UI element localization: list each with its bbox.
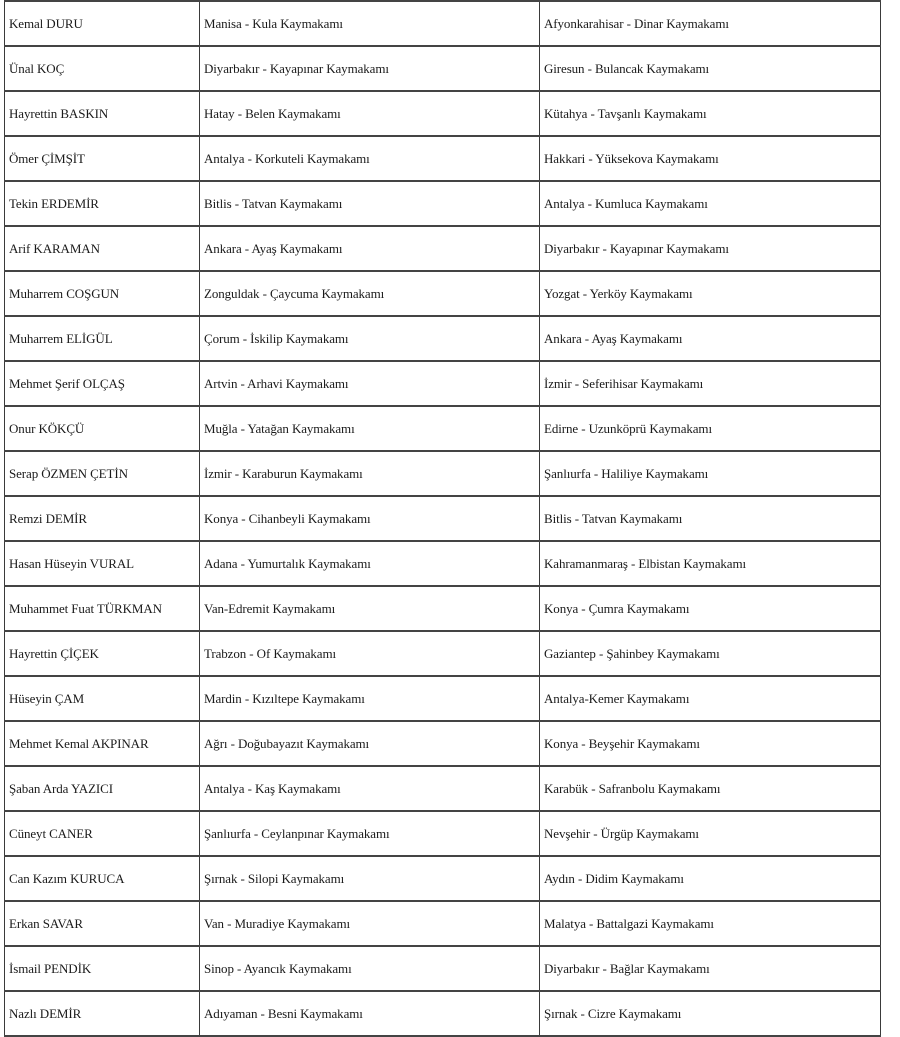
previous-post-cell: Antalya - Kaş Kaymakamı — [200, 766, 540, 811]
new-post-cell: Kahramanmaraş - Elbistan Kaymakamı — [540, 541, 881, 586]
new-post-cell: Şanlıurfa - Haliliye Kaymakamı — [540, 451, 881, 496]
table-row — [5, 631, 881, 676]
appointments-table — [4, 0, 881, 1037]
table-row — [5, 181, 881, 226]
table-row — [5, 901, 881, 946]
previous-post-cell: Sinop - Ayancık Kaymakamı — [200, 946, 540, 991]
name-cell: Erkan SAVAR — [5, 901, 200, 946]
previous-post-cell: Bitlis - Tatvan Kaymakamı — [200, 181, 540, 226]
table-row — [5, 136, 881, 181]
name-cell: Muharrem ELİGÜL — [5, 316, 200, 361]
name-cell: Muharrem COŞGUN — [5, 271, 200, 316]
new-post-cell: İzmir - Seferihisar Kaymakamı — [540, 361, 881, 406]
table-row — [5, 271, 881, 316]
table-row — [5, 991, 881, 1036]
name-cell: Ömer ÇİMŞİT — [5, 136, 200, 181]
previous-post-cell: Adıyaman - Besni Kaymakamı — [200, 991, 540, 1036]
new-post-cell: Bitlis - Tatvan Kaymakamı — [540, 496, 881, 541]
name-cell: Hayrettin BASKIN — [5, 91, 200, 136]
new-post-cell: Konya - Çumra Kaymakamı — [540, 586, 881, 631]
previous-post-cell: Şırnak - Silopi Kaymakamı — [200, 856, 540, 901]
previous-post-cell: İzmir - Karaburun Kaymakamı — [200, 451, 540, 496]
table-row — [5, 541, 881, 586]
table-row — [5, 46, 881, 91]
new-post-cell: Ankara - Ayaş Kaymakamı — [540, 316, 881, 361]
table-body — [5, 0, 881, 1036]
new-post-cell: Kütahya - Tavşanlı Kaymakamı — [540, 91, 881, 136]
table-row — [5, 451, 881, 496]
table-row — [5, 361, 881, 406]
previous-post-cell: Manisa - Kula Kaymakamı — [200, 1, 540, 46]
table-row — [5, 721, 881, 766]
table-row — [5, 766, 881, 811]
new-post-cell: Diyarbakır - Bağlar Kaymakamı — [540, 946, 881, 991]
table-row — [5, 586, 881, 631]
name-cell: Arif KARAMAN — [5, 226, 200, 271]
table-row — [5, 91, 881, 136]
name-cell: Hayrettin ÇİÇEK — [5, 631, 200, 676]
new-post-cell: Gaziantep - Şahinbey Kaymakamı — [540, 631, 881, 676]
table-row — [5, 946, 881, 991]
previous-post-cell: Hatay - Belen Kaymakamı — [200, 91, 540, 136]
name-cell: İsmail PENDİK — [5, 946, 200, 991]
name-cell: Hasan Hüseyin VURAL — [5, 541, 200, 586]
previous-post-cell: Çorum - İskilip Kaymakamı — [200, 316, 540, 361]
new-post-cell: Karabük - Safranbolu Kaymakamı — [540, 766, 881, 811]
table-row — [5, 811, 881, 856]
table-row — [5, 856, 881, 901]
new-post-cell: Antalya-Kemer Kaymakamı — [540, 676, 881, 721]
name-cell: Mehmet Şerif OLÇAŞ — [5, 361, 200, 406]
name-cell: Cüneyt CANER — [5, 811, 200, 856]
table-row — [5, 496, 881, 541]
previous-post-cell: Ankara - Ayaş Kaymakamı — [200, 226, 540, 271]
previous-post-cell: Şanlıurfa - Ceylanpınar Kaymakamı — [200, 811, 540, 856]
new-post-cell: Aydın - Didim Kaymakamı — [540, 856, 881, 901]
table-row — [5, 1, 881, 46]
new-post-cell: Nevşehir - Ürgüp Kaymakamı — [540, 811, 881, 856]
previous-post-cell: Trabzon - Of Kaymakamı — [200, 631, 540, 676]
name-cell: Onur KÖKÇÜ — [5, 406, 200, 451]
previous-post-cell: Antalya - Korkuteli Kaymakamı — [200, 136, 540, 181]
previous-post-cell: Adana - Yumurtalık Kaymakamı — [200, 541, 540, 586]
name-cell: Hüseyin ÇAM — [5, 676, 200, 721]
previous-post-cell: Ağrı - Doğubayazıt Kaymakamı — [200, 721, 540, 766]
new-post-cell: Şırnak - Cizre Kaymakamı — [540, 991, 881, 1036]
name-cell: Remzi DEMİR — [5, 496, 200, 541]
new-post-cell: Konya - Beyşehir Kaymakamı — [540, 721, 881, 766]
previous-post-cell: Muğla - Yatağan Kaymakamı — [200, 406, 540, 451]
new-post-cell: Antalya - Kumluca Kaymakamı — [540, 181, 881, 226]
new-post-cell: Yozgat - Yerköy Kaymakamı — [540, 271, 881, 316]
name-cell: Mehmet Kemal AKPINAR — [5, 721, 200, 766]
name-cell: Serap ÖZMEN ÇETİN — [5, 451, 200, 496]
new-post-cell: Diyarbakır - Kayapınar Kaymakamı — [540, 226, 881, 271]
new-post-cell: Edirne - Uzunköprü Kaymakamı — [540, 406, 881, 451]
name-cell: Can Kazım KURUCA — [5, 856, 200, 901]
new-post-cell: Giresun - Bulancak Kaymakamı — [540, 46, 881, 91]
previous-post-cell: Zonguldak - Çaycuma Kaymakamı — [200, 271, 540, 316]
previous-post-cell: Van - Muradiye Kaymakamı — [200, 901, 540, 946]
new-post-cell: Hakkari - Yüksekova Kaymakamı — [540, 136, 881, 181]
table-row — [5, 226, 881, 271]
name-cell: Şaban Arda YAZICI — [5, 766, 200, 811]
table-row — [5, 676, 881, 721]
table-row — [5, 316, 881, 361]
name-cell: Muhammet Fuat TÜRKMAN — [5, 586, 200, 631]
new-post-cell: Malatya - Battalgazi Kaymakamı — [540, 901, 881, 946]
previous-post-cell: Van-Edremit Kaymakamı — [200, 586, 540, 631]
name-cell: Kemal DURU — [5, 1, 200, 46]
new-post-cell: Afyonkarahisar - Dinar Kaymakamı — [540, 1, 881, 46]
previous-post-cell: Konya - Cihanbeyli Kaymakamı — [200, 496, 540, 541]
name-cell: Ünal KOÇ — [5, 46, 200, 91]
table-row — [5, 406, 881, 451]
previous-post-cell: Diyarbakır - Kayapınar Kaymakamı — [200, 46, 540, 91]
name-cell: Nazlı DEMİR — [5, 991, 200, 1036]
previous-post-cell: Mardin - Kızıltepe Kaymakamı — [200, 676, 540, 721]
name-cell: Tekin ERDEMİR — [5, 181, 200, 226]
previous-post-cell: Artvin - Arhavi Kaymakamı — [200, 361, 540, 406]
